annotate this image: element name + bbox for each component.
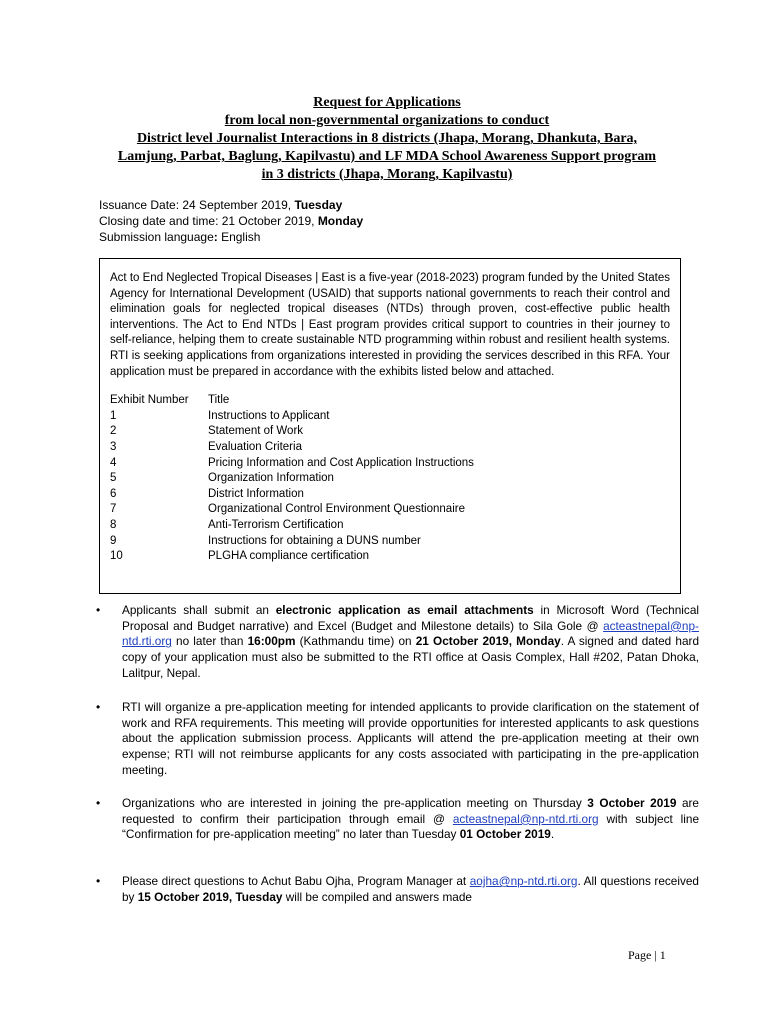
exhibit-row — [110, 549, 670, 565]
exhibit-number: 1 — [110, 409, 117, 422]
closing-date: Closing date and time: 21 October 2019, Monday — [99, 214, 364, 228]
exhibit-title: Organization Information — [208, 472, 334, 485]
exhibit-list — [110, 393, 670, 565]
exhibit-number: 7 — [110, 503, 117, 516]
bullet-icon: • — [96, 796, 101, 810]
exhibit-row — [110, 409, 670, 425]
title-line: Request for Applications — [313, 95, 461, 110]
page-number: Page | 1 — [628, 948, 666, 962]
exhibit-title: PLGHA compliance certification — [208, 550, 370, 563]
exhibit-row — [110, 518, 670, 534]
exhibit-number: 3 — [110, 440, 117, 453]
exhibit-title: Organizational Control Environment Questionnaire — [208, 503, 465, 516]
exhibit-title: Instructions to Applicant — [208, 409, 330, 422]
exhibit-title: Evaluation Criteria — [208, 440, 302, 453]
exhibit-title: Anti-Terrorism Certification — [208, 518, 344, 531]
bullet-icon: • — [96, 700, 101, 714]
submission-language: Submission language: English — [99, 230, 261, 244]
exhibit-header-row — [110, 393, 670, 409]
issuance-details — [99, 197, 363, 245]
exhibit-title: Instructions for obtaining a DUNS number — [208, 534, 421, 547]
title-line: in 3 districts (Jhapa, Morang, Kapilvastu) — [261, 167, 513, 182]
list-item-questions: • Please direct questions to Achut Babu Ojha, Program Manager at aojha@np-ntd.rti.org. All questions received by 15 October 2019, Tuesday will be compiled and answers made — [96, 874, 699, 904]
exhibit-number: 9 — [110, 534, 117, 547]
exhibit-number: 2 — [110, 425, 117, 438]
program-summary-box — [99, 258, 681, 594]
issuance-date: Issuance Date: 24 September 2019, Tuesday — [99, 198, 343, 212]
exhibit-title: Pricing Information and Cost Application Instructions — [208, 456, 474, 469]
bullet-icon: • — [96, 874, 101, 888]
exhibit-row — [110, 440, 670, 456]
title-line: District level Journalist Interactions in 8 districts (Jhapa, Morang, Dhankuta, Bara, — [136, 131, 638, 146]
document-title — [92, 94, 682, 184]
exhibit-number: 5 — [110, 472, 117, 485]
email-link-acteastnepal[interactable]: acteastnepal@np-ntd.rti.org — [452, 811, 599, 826]
exhibit-row — [110, 502, 670, 518]
exhibit-row — [110, 471, 670, 487]
program-intro-paragraph: Act to End Neglected Tropical Diseases | East is a five-year (2018-2023) program funded by the United States Agency for International Development (USAID) that supports national governments to reach their control and elimination goals for neglected tropical diseases (NTDs) through proven, cost-effective public health interventions. The Act to End NTDs | East program provides critical support to countries in their journey to self-reliance, helping them to create sustainable NTD programming within robust and resilient health systems. RTI is seeking applications from organizations interested in providing the services described in this RFA. Your application must be prepared in accordance with the exhibits listed below and attached. — [110, 272, 670, 378]
exhibit-title: Statement of Work — [208, 425, 304, 438]
exhibit-row — [110, 534, 670, 550]
exhibit-row — [110, 487, 670, 503]
exhibit-row — [110, 424, 670, 440]
list-item-pre-application-meeting: • RTI will organize a pre-application meeting for intended applicants to provide clarification on the statement of work and RFA requirements. This meeting will provide opportunities for interested applicants to ask questions about the application submission process. Applicants will attend the pre-application meeting at their own expense; RTI will not reimburse applicants for any costs associated with participating in the pre-application meeting. — [96, 700, 699, 777]
exhibit-number-header: Exhibit Number — [110, 394, 189, 407]
list-item-submission: • Applicants shall submit an electronic application as email attachments in Microsoft Word (Technical Proposal and Budget narrative) and Excel (Budget and Milestone details) to Sila Gole @ acteastnepal@np-ntd.rti.org no later than 16:00pm (Kathmandu time) on 21 October 2019, Monday. A signed and dated hard copy of your application must also be submitted to the RTI office at Oasis Complex, Hall #202, Patan Dhoka, Lalitpur, Nepal. — [96, 603, 700, 680]
email-link-acteastnepal[interactable]: acteastnepal@np-ntd.rti.org — [122, 618, 699, 649]
exhibit-number: 8 — [110, 518, 117, 531]
exhibit-title-header: Title — [208, 394, 230, 407]
exhibit-title: District Information — [208, 487, 304, 500]
exhibit-number: 10 — [110, 550, 123, 563]
title-line: from local non-governmental organizations to conduct — [224, 113, 550, 128]
email-link-aojha[interactable]: aojha@np-ntd.rti.org — [469, 874, 578, 888]
exhibit-number: 4 — [110, 456, 117, 469]
exhibit-row — [110, 456, 670, 472]
title-line: Lamjung, Parbat, Baglung, Kapilvastu) and LF MDA School Awareness Support program — [117, 149, 657, 164]
exhibit-number: 6 — [110, 487, 117, 500]
bullet-icon: • — [96, 603, 101, 617]
list-item-meeting-confirmation: • Organizations who are interested in joining the pre-application meeting on Thursday 3 October 2019 are requested to confirm their participation through email @ acteastnepal@np-ntd.rti.org with subject line “Confirmation for pre-application meeting” no later than Tuesday 01 October 2019. — [96, 796, 699, 842]
